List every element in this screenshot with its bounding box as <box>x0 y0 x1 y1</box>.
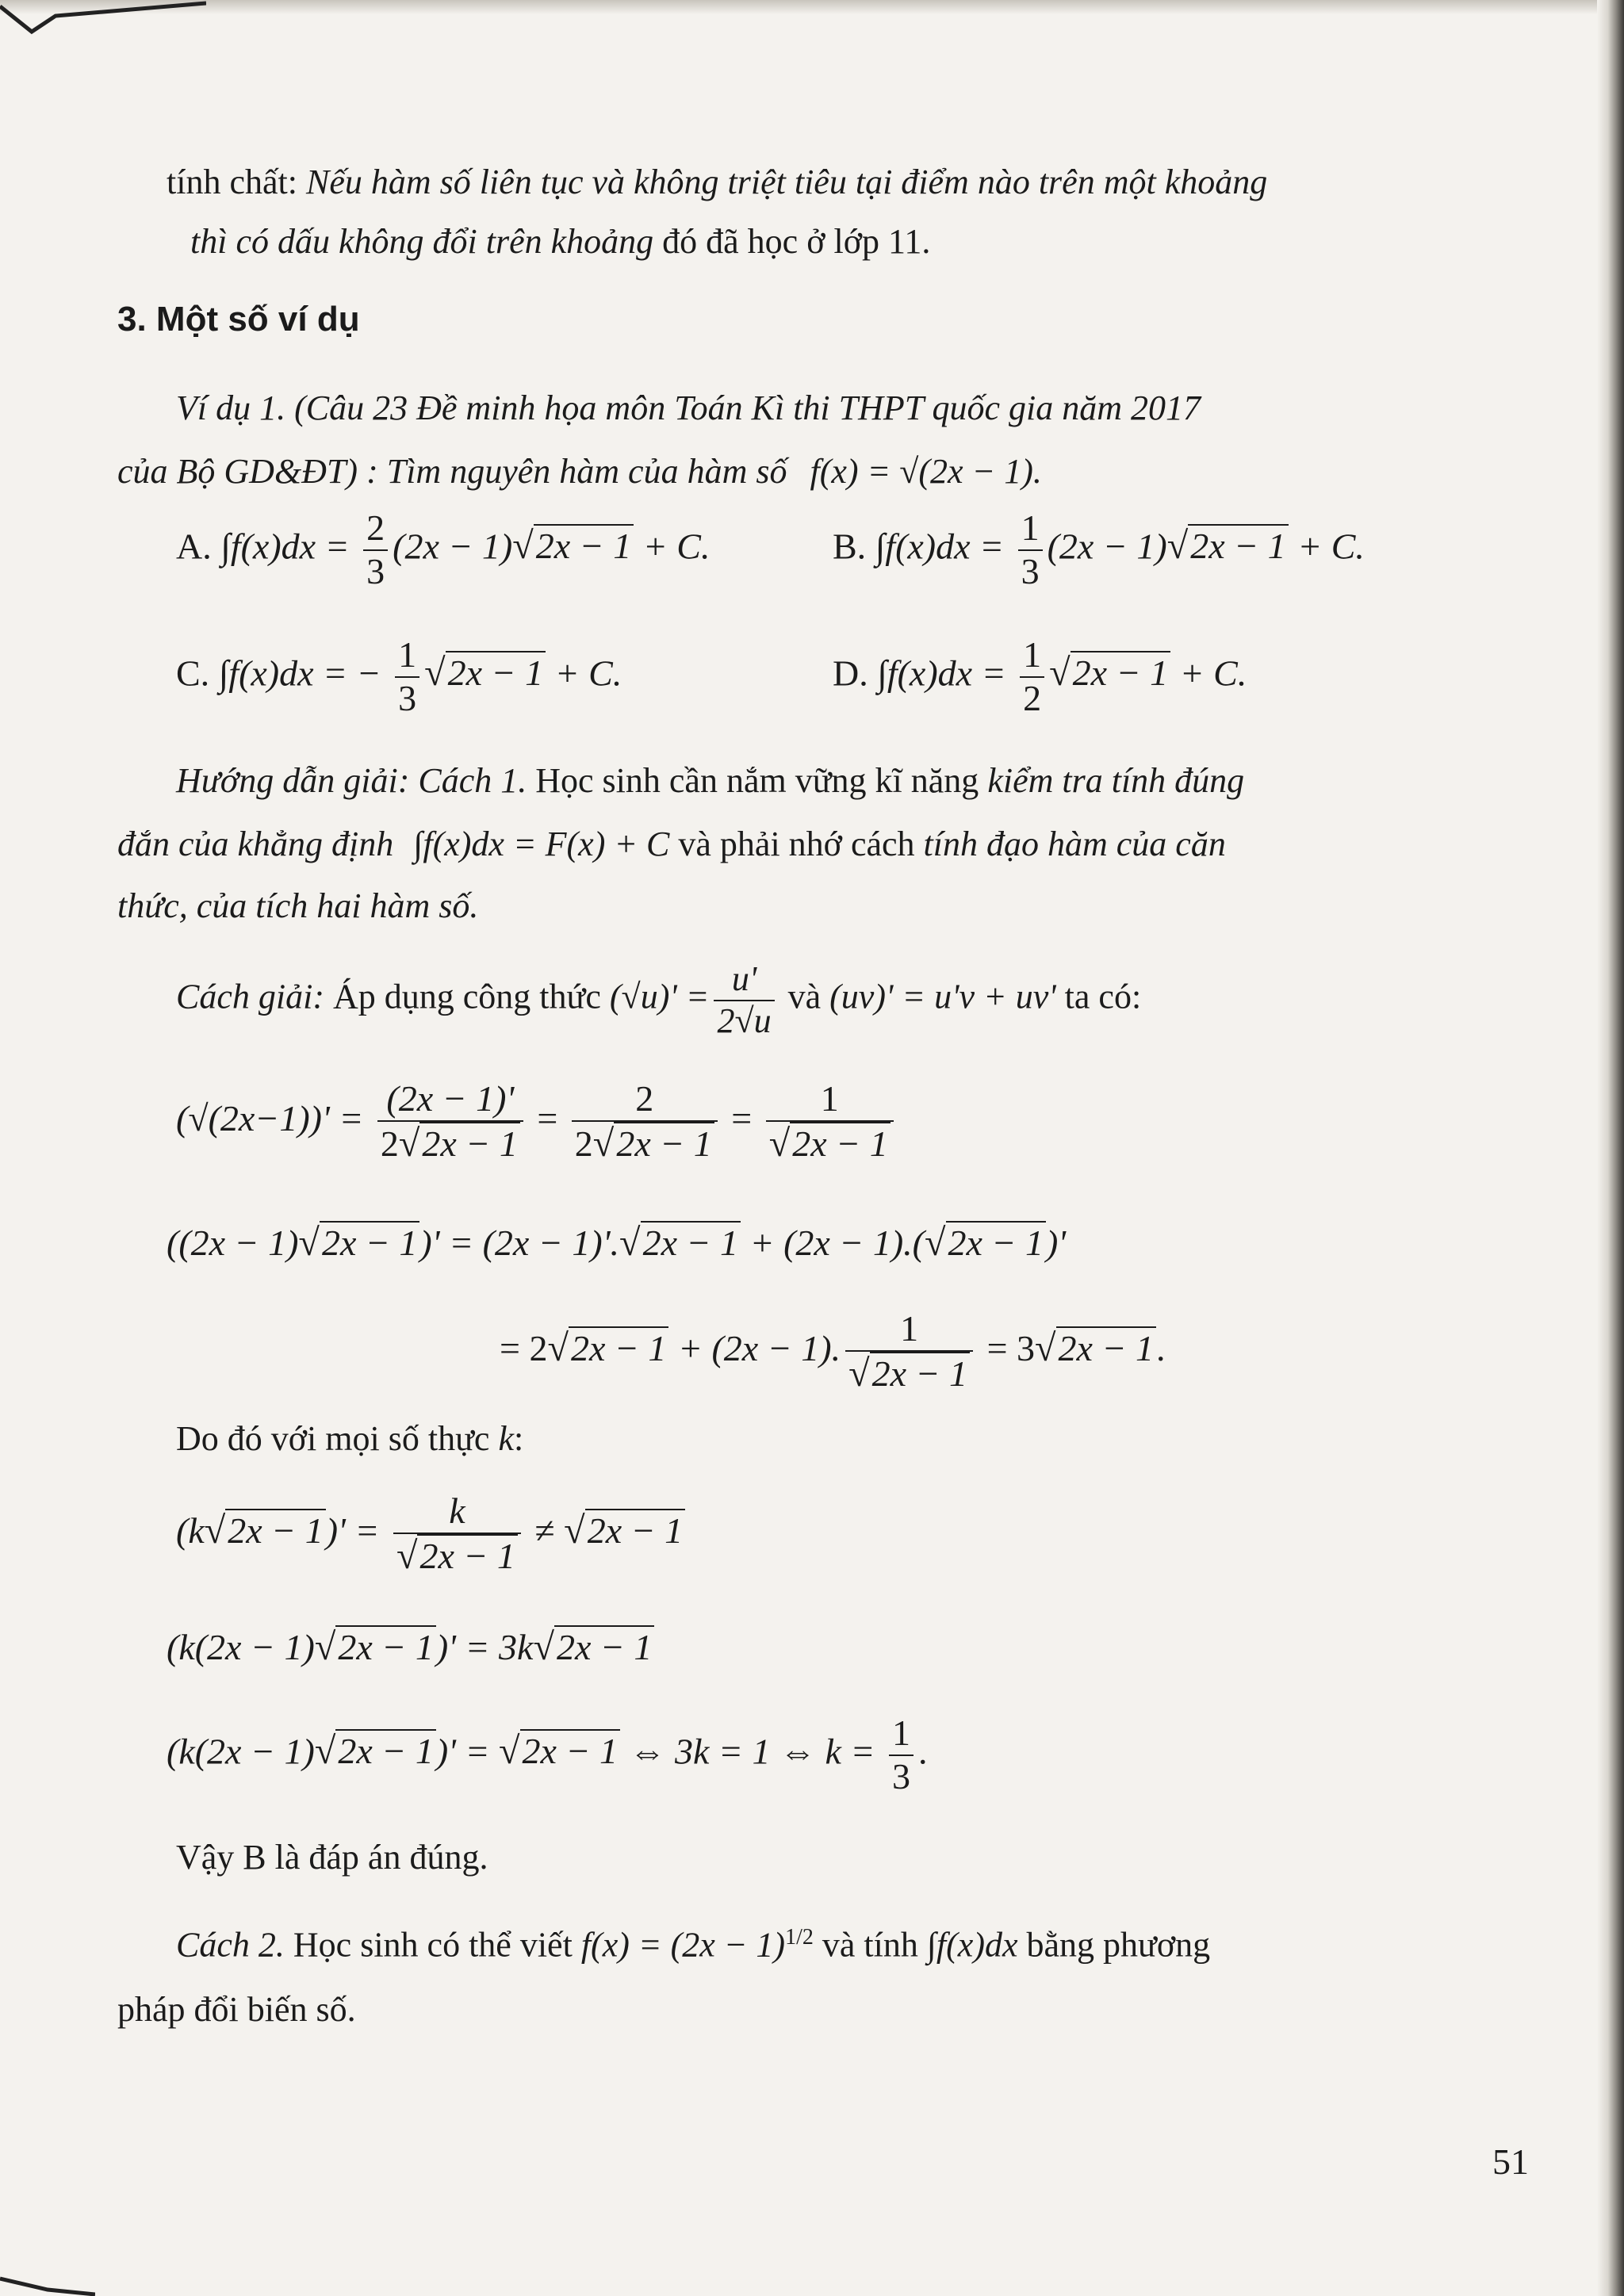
method2-text1: Học sinh có thể viết <box>284 1925 581 1965</box>
deriv3: = 2√2x − 1 + (2x − 1). $\frac{1}{√2x - 1}$ = 3√2x − 1. <box>500 1308 1166 1395</box>
k3-end: . <box>917 1731 928 1772</box>
guide-line1 <box>176 761 1244 802</box>
option-d-lhs: ∫f(x)dx = <box>877 652 1006 694</box>
k1-frac: $\frac{k}{√2x - 1}$ <box>393 1490 521 1578</box>
method2-text2: và tính <box>813 1925 927 1965</box>
example1-title: (Câu 23 Đề minh họa môn Toán Kì thi THPT quốc gia năm 2017 <box>285 388 1201 427</box>
option-b <box>833 507 1365 593</box>
k1-frac-num: k <box>393 1490 521 1534</box>
deriv3-frac: $\frac{1}{√2x - 1}$ <box>845 1308 973 1395</box>
option-b-tail: (2x − 1) <box>1047 526 1167 567</box>
option-b-lhs: ∫f(x)dx = <box>875 526 1005 567</box>
guide-italic1: kiểm tra tính đúng <box>987 761 1245 800</box>
k3-lhs-post: )' = <box>435 1731 490 1772</box>
deriv1-frac2-den-pre: 2 <box>574 1123 593 1164</box>
deriv3-post: = 3 <box>986 1327 1036 1368</box>
method-frac-num: u' <box>714 959 774 1001</box>
method-formula2: (uv)' = u'v + uv' <box>829 977 1056 1016</box>
deriv2-rhs1: (2x − 1)'. <box>482 1223 620 1263</box>
deriv3-frac-num: 1 <box>845 1308 973 1352</box>
option-c-radicand: 2x − 1 <box>446 651 546 693</box>
option-d-sqrt: √2x − 1 <box>1049 651 1170 695</box>
option-b-fraction <box>1018 507 1043 593</box>
method2-formula2: ∫f(x)dx <box>926 1925 1018 1965</box>
option-d-radicand: 2x − 1 <box>1071 651 1170 693</box>
option-c-lhs: ∫f(x)dx = − <box>218 652 381 694</box>
guide-label: Hướng dẫn giải: Cách 1. <box>176 761 527 800</box>
scan-bottom-mark <box>0 2272 95 2296</box>
method2-label: Cách 2. <box>176 1925 285 1965</box>
para1-italic1: Nếu hàm số liên tục và không triệt tiêu tại điểm nào trên một khoảng <box>305 163 1268 201</box>
option-a-den: 3 <box>366 550 385 591</box>
option-b-label: B. <box>833 526 867 567</box>
deriv3-end: . <box>1156 1327 1166 1368</box>
method2-formula: f(x) = (2x − 1) <box>580 1925 786 1965</box>
guide-line3 <box>117 886 478 927</box>
option-a <box>176 507 710 593</box>
option-a-end: + C. <box>642 526 710 567</box>
therefore-text: Do đó với mọi số thực <box>176 1419 499 1458</box>
deriv2-lhs-rad: 2x − 1 <box>320 1221 419 1263</box>
method2-line1 <box>176 1925 1210 1965</box>
option-b-den: 3 <box>1021 550 1040 591</box>
deriv1-frac1-den-rad: 2x − 1 <box>419 1122 519 1164</box>
deriv1-frac1-den-pre: 2 <box>380 1123 399 1164</box>
k2-lhs-rad: 2x − 1 <box>335 1625 435 1667</box>
deriv3-pre: = 2 <box>500 1327 548 1368</box>
k3-frac-den: 3 <box>891 1755 910 1797</box>
deriv1-frac3-den: √2x − 1 <box>766 1122 894 1166</box>
k2-lhs-pre: (k(2x − 1) <box>167 1627 315 1667</box>
guide-italic4: thức, của tích hai hàm số. <box>117 886 479 925</box>
method-text1: Áp dụng công thức <box>324 977 610 1016</box>
guide-italic2: đắn của khẳng định <box>117 825 394 863</box>
method2-exponent: 1/2 <box>785 1925 814 1950</box>
deriv3-frac-den-rad: 2x − 1 <box>870 1352 970 1394</box>
option-c <box>176 634 622 720</box>
scan-right-shadow <box>1597 0 1624 2296</box>
option-a-label: A. <box>176 526 212 567</box>
option-b-end: + C. <box>1297 526 1365 567</box>
k2-lhs-post: )' = 3k <box>435 1627 534 1667</box>
deriv2: ((2x − 1)√2x − 1)' = (2x − 1)'.√2x − 1 + (2x − 1).(√2x − 1)' <box>167 1222 1067 1264</box>
option-c-label: C. <box>176 652 210 694</box>
k3-rhs-rad: 2x − 1 <box>520 1729 620 1771</box>
method-line <box>176 959 1141 1041</box>
deriv1-eq2: = <box>731 1097 753 1138</box>
option-d <box>833 634 1247 720</box>
k3-frac <box>889 1712 914 1798</box>
guide-italic3: tính đạo hàm của căn <box>923 825 1226 863</box>
option-d-num: 1 <box>1020 634 1044 678</box>
guide-text1: Học sinh cần nắm vững kĩ năng <box>527 761 988 800</box>
guide-formula: ∫f(x)dx = F(x) + C <box>413 825 670 863</box>
deriv1-frac2 <box>572 1078 718 1165</box>
k-line1: (k√2x − 1)' = $\frac{k}{√2x - 1}$ ≠ √2x − 1 <box>176 1490 685 1578</box>
option-a-fraction <box>363 507 388 593</box>
para1-prefix: tính chất: <box>167 163 306 201</box>
option-d-end: + C. <box>1179 652 1247 694</box>
example1-line1 <box>176 388 1201 429</box>
para1-italic2: thì có dấu không đổi trên khoảng <box>190 222 654 261</box>
deriv1-frac3-den-rad: 2x − 1 <box>790 1122 890 1164</box>
option-a-tail: (2x − 1) <box>393 526 513 567</box>
option-a-lhs: ∫f(x)dx = <box>220 526 350 567</box>
example1-label: Ví dụ 1. <box>176 388 286 427</box>
k1-rhs-rad: 2x − 1 <box>585 1509 685 1551</box>
therefore-line <box>176 1419 523 1460</box>
option-d-label: D. <box>833 652 868 694</box>
option-c-den: 3 <box>398 677 417 718</box>
option-b-sqrt: √2x − 1 <box>1167 524 1289 568</box>
guide-text2: và phải nhớ cách <box>669 825 924 863</box>
method2-text3: bằng phương <box>1017 1925 1211 1965</box>
k1-neq: ≠ <box>534 1510 555 1551</box>
section-heading: 3. Một số ví dụ <box>117 300 360 339</box>
deriv3-rad2: 2x − 1 <box>1056 1326 1156 1368</box>
deriv1-frac1-den: 2√2x − 1 <box>377 1122 523 1166</box>
method-text2: và <box>779 977 830 1016</box>
deriv1-eq1: = <box>537 1097 558 1138</box>
method2-line2: pháp đổi biến số. <box>117 1990 356 2029</box>
method-label: Cách giải: <box>176 977 324 1016</box>
k2-rhs-rad: 2x − 1 <box>554 1625 654 1667</box>
k3-frac-num: 1 <box>889 1712 914 1756</box>
option-c-fraction <box>395 634 419 720</box>
deriv2-lhs-post: )' = <box>419 1223 474 1263</box>
deriv1-frac3-num: 1 <box>766 1078 894 1122</box>
option-b-num: 1 <box>1018 507 1043 551</box>
deriv1-frac1-num: (2x − 1)' <box>377 1078 523 1122</box>
deriv1 <box>176 1078 898 1165</box>
therefore-colon: : <box>513 1419 524 1458</box>
deriv1-frac2-den: 2√2x − 1 <box>572 1122 718 1166</box>
deriv2-lhs-pre: ((2x − 1) <box>167 1223 299 1263</box>
deriv3-mid: + (2x − 1). <box>677 1327 841 1368</box>
option-c-sqrt: √2x − 1 <box>424 651 546 695</box>
option-a-radicand: 2x − 1 <box>534 524 634 566</box>
scan-corner-mark <box>0 0 206 55</box>
conclusion: Vậy B là đáp án đúng. <box>176 1838 488 1877</box>
deriv1-frac1 <box>377 1078 523 1165</box>
k-line3: (k(2x − 1)√2x − 1)' = √2x − 1 ⇔ 3k = 1 ⇔ k = $\frac{1}{3}$ . <box>167 1712 928 1797</box>
example1-function: f(x) = √(2x − 1). <box>810 452 1042 491</box>
option-b-radicand: 2x − 1 <box>1188 524 1288 566</box>
page-number: 51 <box>1492 2141 1529 2182</box>
example1-question: của Bộ GD&ĐT) : Tìm nguyên hàm của hàm số <box>117 452 787 491</box>
deriv1-frac3 <box>766 1078 894 1165</box>
deriv1-lhs: (√(2x−1))' = <box>176 1097 364 1138</box>
method-fraction <box>714 959 774 1041</box>
k-line2: (k(2x − 1)√2x − 1)' = 3k√2x − 1 <box>167 1625 654 1669</box>
deriv2-rhs-rad1: 2x − 1 <box>641 1221 741 1263</box>
deriv1-frac2-num: 2 <box>572 1078 718 1122</box>
k3-lhs-pre: (k(2x − 1) <box>167 1731 315 1772</box>
deriv2-rhs2: + (2x − 1).( <box>749 1223 925 1263</box>
example1-line2 <box>117 452 1042 492</box>
deriv1-frac2-den-rad: 2x − 1 <box>614 1122 714 1164</box>
scan-top-shadow <box>0 0 1624 14</box>
k1-lhs-pre: (k <box>176 1510 205 1551</box>
method-frac-den: 2√u <box>717 1001 772 1040</box>
guide-line2 <box>117 825 1226 865</box>
para1-line1 <box>167 163 1267 203</box>
option-d-fraction <box>1020 634 1044 720</box>
option-c-num: 1 <box>395 634 419 678</box>
deriv2-rhs3: )' <box>1045 1223 1067 1263</box>
para1-rest: đó đã học ở lớp 11. <box>653 222 931 261</box>
k3-lhs-rad: 2x − 1 <box>335 1729 435 1771</box>
method-formula-lhs: (√u)' = <box>609 977 710 1016</box>
deriv3-rad1: 2x − 1 <box>569 1326 668 1368</box>
option-d-den: 2 <box>1023 677 1042 718</box>
option-a-num: 2 <box>363 507 388 551</box>
para1-line2 <box>190 222 930 262</box>
k1-lhs-post: )' = <box>325 1510 380 1551</box>
deriv2-rhs-rad2: 2x − 1 <box>946 1221 1046 1263</box>
method-text3: ta có: <box>1055 977 1142 1016</box>
k3-rhs: ⇔ 3k = 1 ⇔ k = <box>629 1731 875 1772</box>
option-c-end: + C. <box>554 652 622 694</box>
therefore-k: k <box>498 1419 514 1458</box>
option-a-sqrt: √2x − 1 <box>512 524 634 568</box>
k1-frac-den-rad: 2x − 1 <box>417 1534 517 1576</box>
k1-lhs-rad: 2x − 1 <box>225 1509 325 1551</box>
